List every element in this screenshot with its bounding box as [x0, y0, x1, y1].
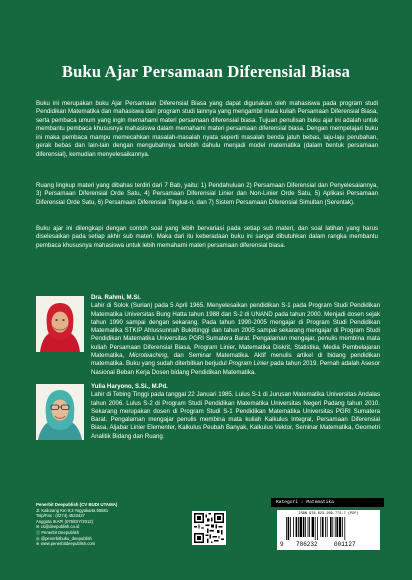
barcode-digit-group: 786232 [296, 541, 318, 548]
barcode-bar [315, 517, 316, 540]
barcode-bar [317, 517, 318, 540]
barcode-bar [293, 517, 294, 537]
barcode-bar [303, 517, 305, 537]
isbn-barcode [277, 510, 380, 550]
barcode-bar [322, 517, 324, 537]
barcode-bar [312, 517, 314, 537]
barcode-bar [296, 517, 298, 537]
barcode-bar [286, 517, 287, 540]
publisher-info [36, 502, 166, 547]
author-bio-emphasis: Program Linier [228, 360, 269, 368]
publisher-facebook: ⓕ Penerbit Deepublish [36, 529, 80, 535]
description-paragraph: Buku ini merupakan buku Ajar Persamaan Diferensial Biasa yang dapat digunakan oleh mahasiswa pada program studi Pendidikan Matematika dan mahasiswa dari program studi lainnya yang mengambil mata kuliah Persamaan Diferensial Biasa, serta pembaca umum yang ingin memahami materi persamaan diferensial biasa. Tujuan penulisan buku ajar ini adalah untuk membantu pembaca khususnya mahasiswa dalam memahami materi persamaan diferensial biasa. Dengan mempelajari buku ini maka pembaca mampu memecahkan masalah-masalah nyata seperti masalah benda jatuh bebas, laju-laju perubahan, gerak bebas dan lain-lain dengan mengubahnya terlebih dahulu menjadi model matematika (dalam bentuk persamaan diferensial), kemudian menyelesaikannya. [36, 100, 378, 158]
barcode-bar [339, 517, 341, 537]
barcode-bar [344, 517, 345, 540]
barcode-bar [320, 517, 321, 537]
author-bio-text: Lahir di Solok (Surian) pada 5 April 1965. Menyelesaikan pendidikan S-1 pada Program Studi Pendidikan Matematika Universitas Bung Hatta tahun 1988 dan S-2 di UNAND pada tahun 2000. Menjadi dosen sejak tahun 1990 sampai dengan sekarang. Pada tahun 1990-2005 mengajar di Program Studi Pendidikan Matematika STKIP Ahlussunnah Bukittinggi dan tahun 2005 sampai sekarang mengajar di Program Studi Pendidikan Matematika Universitas PGRI Sumatera Barat. Pengalaman mengajar, penulis membina mata kuliah Persamaan Diferensial Biasa, Program Linier, Matematika Diskrit, Statistika, Media Pembelajaran Matematika, [91, 302, 380, 360]
barcode-bar [330, 517, 332, 537]
book-title: Buku Ajar Persamaan Diferensial Biasa [61, 62, 351, 81]
barcode-bars [286, 517, 371, 540]
barcode-bar [300, 517, 302, 537]
barcode-digit-lead: 9 [280, 541, 284, 548]
publisher-website: ⊕ www.penerbitdeepublish.com [36, 541, 96, 547]
barcode-bar [305, 517, 306, 537]
barcode-bar [332, 517, 333, 537]
publisher-instagram: ◎ @penerbitbuku_deepublish [36, 535, 92, 541]
author-bio-emphasis: Microteaching [129, 352, 168, 360]
author-photo-rahmi [36, 296, 84, 352]
qr-code [192, 511, 226, 545]
barcode-bar [335, 517, 336, 537]
barcode-bar [309, 517, 310, 537]
barcode-bar [336, 517, 338, 537]
author-bio-rahmi [91, 294, 380, 377]
exercises-paragraph: Buku ajar ini dilengkapi dengan contoh soal yang lebih bervariasi pada setiap sub materi, dan soal latihan yang harus diselesaikan pada setiap akhir sub materi. Maka dari itu keberadaan buku ini sangat dibutuhkan dalam rangka membantu pembaca khususnya mahasiswa untuk lebih memahami materi persamaan diferensial biasa. [36, 225, 378, 249]
barcode-bar [288, 517, 290, 540]
publisher-name: Penerbit Deepublish (CV BUDI UTAMA) [36, 502, 118, 507]
barcode-bar [327, 517, 328, 537]
scope-paragraph: Ruang lingkup materi yang dibahas terdiri dari 7 Bab, yaitu: 1) Pendahuluan 2) Persamaan Diferensial dan Penyelesaiannya, 3) Persamaan Diferensial Orde Satu, 4) Persamaan Diferensial Linier dan Non-Linier Orde Satu, 5) Aplikasi Persamaan Diferensial Orde Satu, 6) Persamaan Diferensial Tingkat-n, dan 7) Sistem Persamaan Diferensial Simultan (Serentak). [36, 182, 378, 206]
barcode-bar [290, 517, 291, 537]
author-bio-text: Lahir di Tebing Tinggi pada tanggal 22 Januari 1985. Lulus S-1 di Jurusan Matematika Universitas Andalas tahun 2006. Lulus S-2 di Program Studi Pendidikan Matematika Universitas Negeri Padang tahun 2010. Sekarang merupakan dosen di Program Studi S-1 Pendidikan Matematika Universitas PGRI Sumatera Barat. Pengalaman mengajar penulis membina mata kuliah Kalkulus Integral, Persamaan Diferensial Biasa, Aljabar Linier Elementer, Kalkulus Peubah Banyak, Kalkulus Vektor, Seminar Matematika, Geometri Analitik Bidang dan Ruang. [91, 391, 380, 440]
author-name: Yulia Haryono, S.Si., M.Pd. [91, 383, 168, 390]
publisher-ikapi: Anggota IKAPI (076/DIY/2012) [36, 518, 94, 524]
barcode-bar [308, 517, 309, 537]
author-photo-yulia [36, 384, 84, 440]
author-bio-text: , dan Seminar Matematika. Aktif menulis artikel di bidang pendidikan matematika. Buku yang sudah diterbitkan berjudul [91, 352, 380, 368]
barcode-bar [298, 517, 299, 537]
author-bio-text: pada tahun 2019. Pernah adalah Asesor Nasional Beban Kerja Dosen bidang Pendidikan Matematika. [91, 360, 381, 376]
publisher-phone: Telp/Fax : (0274) 4533427 [36, 513, 85, 519]
publisher-address: Jl. Kaliurang Km 9,3 Yogyakarta 55581 [36, 507, 109, 513]
category-label: Kategori : Matematika [271, 498, 384, 507]
barcode-bar [325, 517, 326, 537]
barcode-digit-group: 001127 [334, 541, 356, 548]
author-name: Dra. Rahmi, M.Si. [91, 294, 141, 301]
barcode-bar [342, 517, 343, 537]
author-bio-yulia [91, 383, 380, 441]
isbn-text: ISBN 978-623-209-772-7 (PDF) [298, 512, 359, 516]
publisher-email: ✉ cs@deepublish.co.id [36, 524, 80, 530]
